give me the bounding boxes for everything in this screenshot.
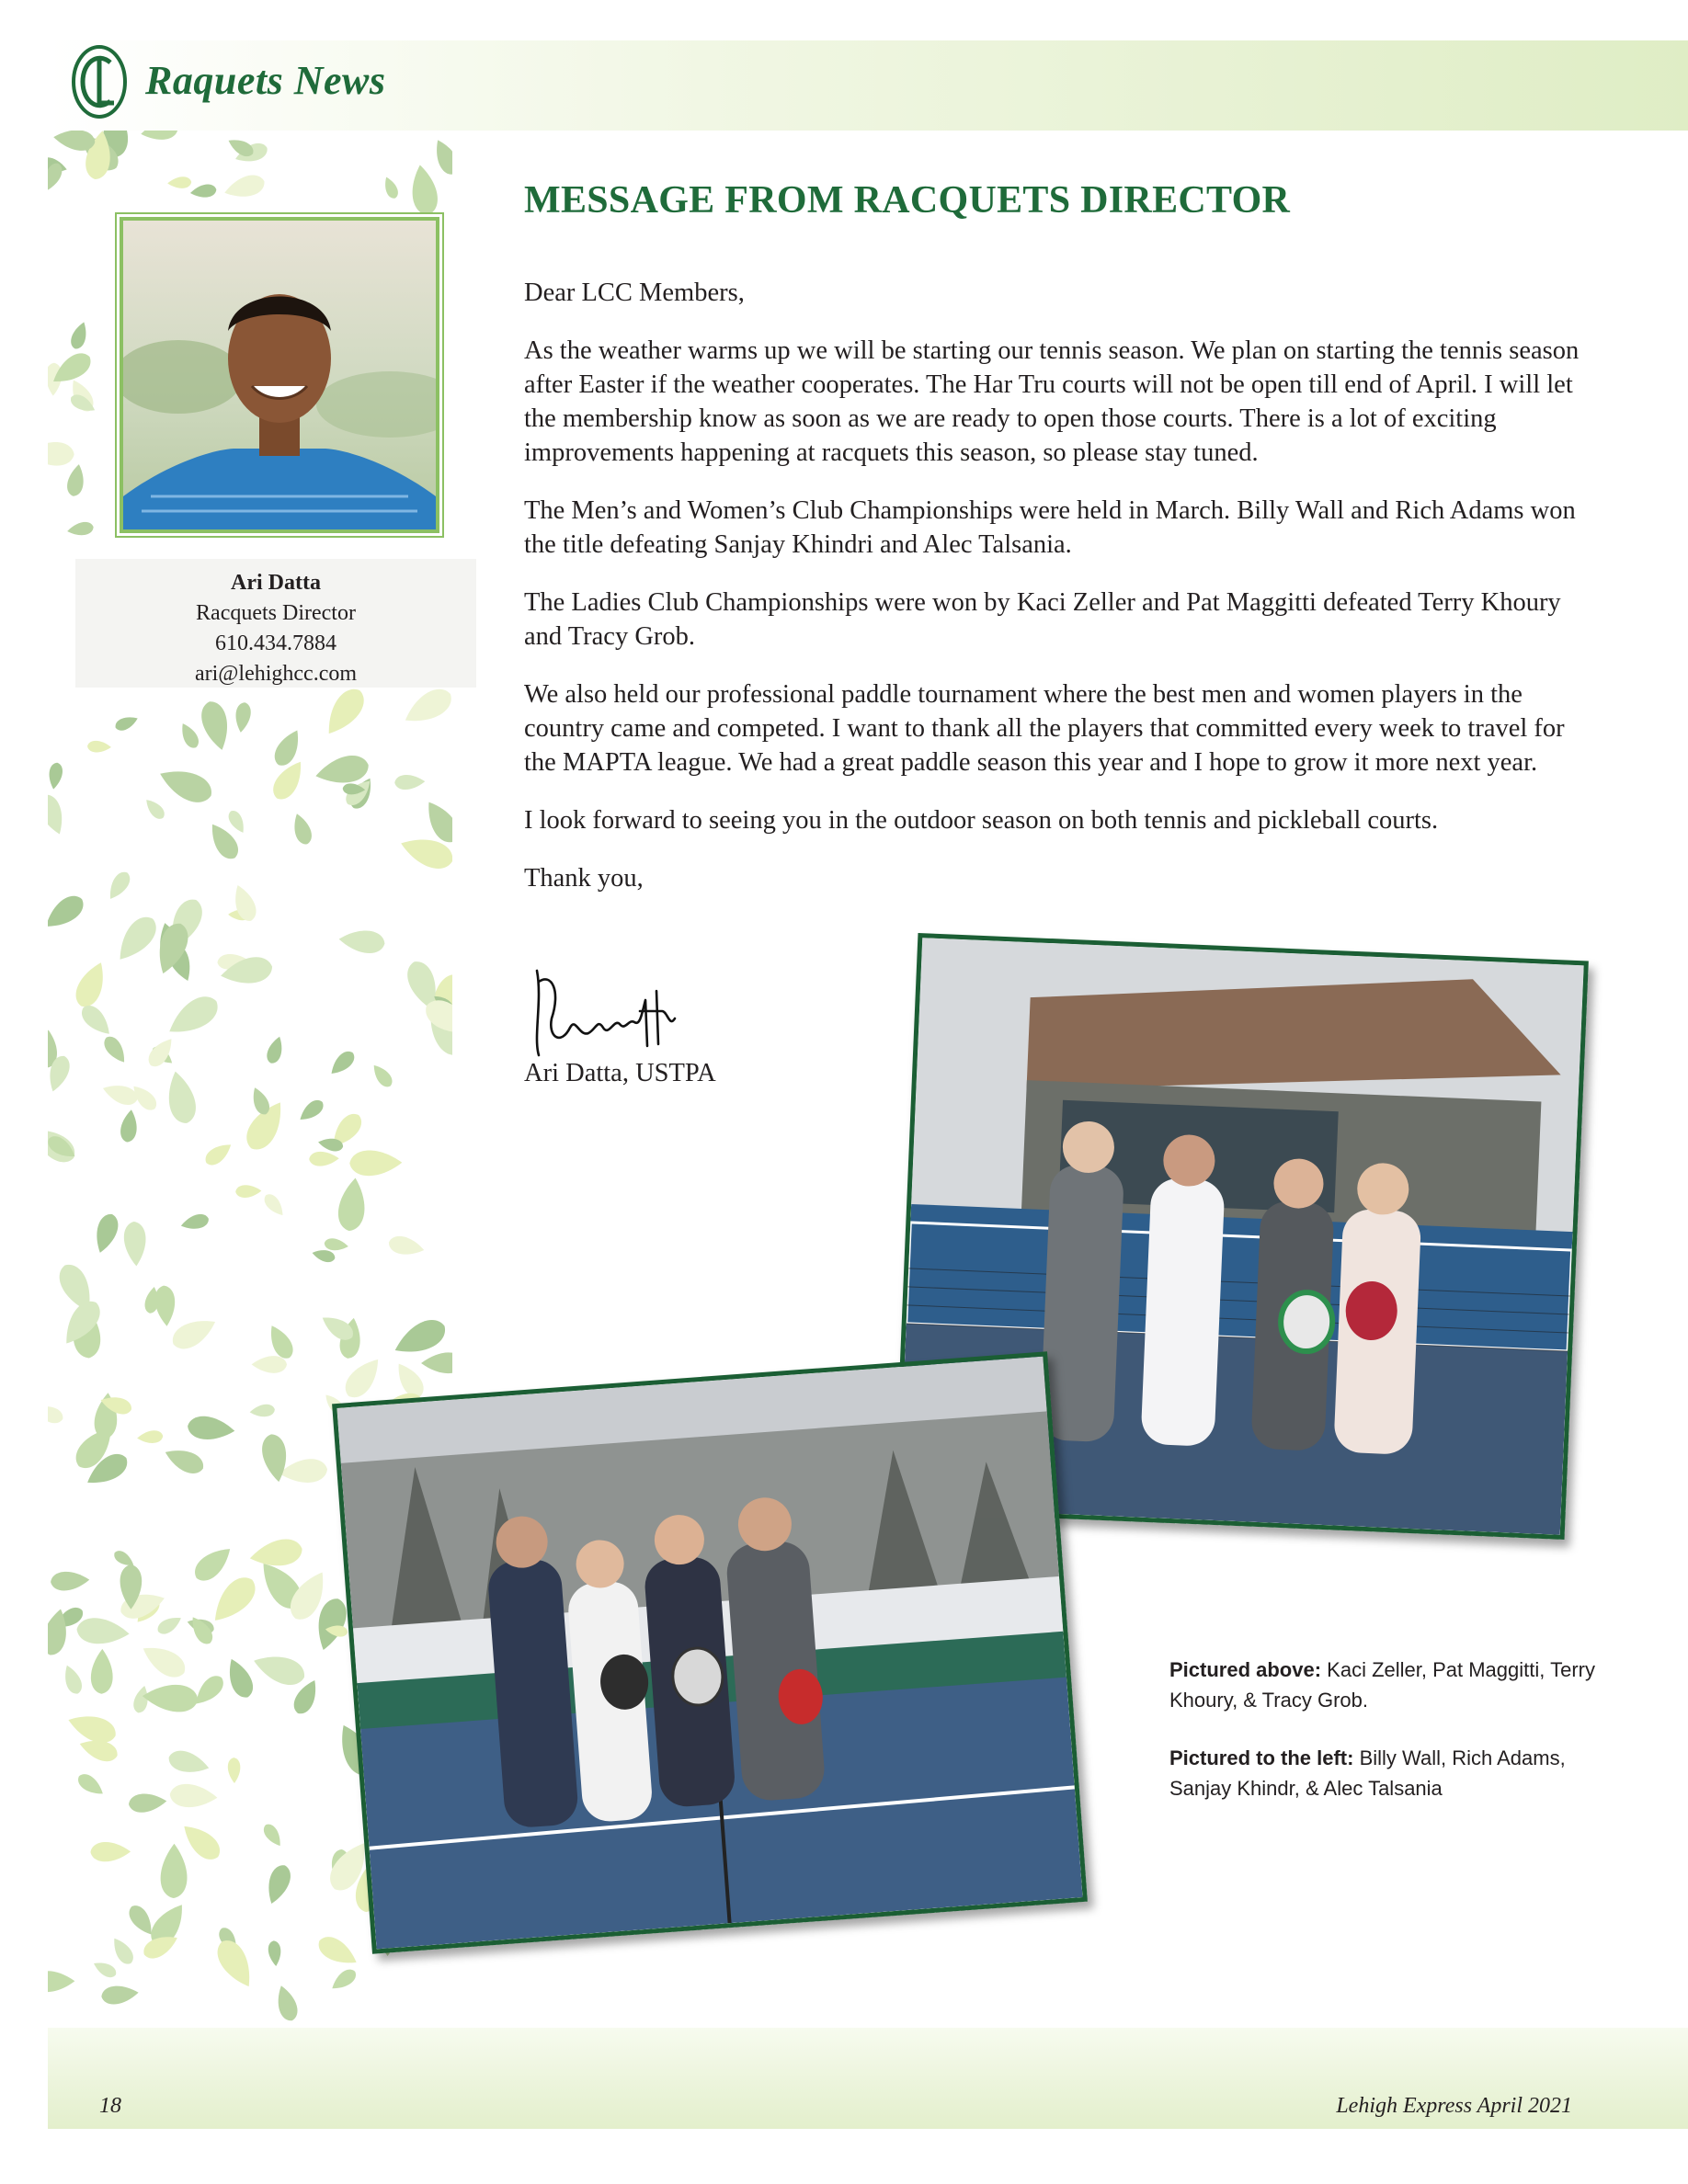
leaf-shape (48, 891, 88, 936)
leaf-shape (318, 683, 371, 741)
leaf-shape (326, 1048, 358, 1079)
caption-above (1169, 1655, 1611, 1715)
leaf-shape (252, 1356, 288, 1373)
leaf-shape (161, 1443, 207, 1478)
leaf-shape (91, 1649, 114, 1694)
caption-left-label: Pictured to the left: (1169, 1746, 1354, 1769)
letter-paragraph: Dear LCC Members, (524, 279, 745, 307)
leaf-shape (74, 1770, 107, 1800)
leaf-shape (369, 1062, 395, 1090)
photo-mens-champions (332, 1351, 1088, 1954)
director-portrait (120, 217, 439, 533)
leaf-shape (48, 441, 74, 466)
leaf-shape (48, 791, 69, 838)
leaf-shape (387, 1234, 426, 1258)
leaf-shape (247, 1536, 304, 1571)
director-role: Racquets Director (196, 601, 356, 625)
leaf-shape (205, 1571, 262, 1630)
leaf-shape (140, 131, 179, 143)
leaf-shape (290, 812, 314, 847)
leaf-shape (250, 1648, 309, 1689)
leaf-shape (408, 163, 440, 217)
leaf-shape (48, 762, 63, 791)
page-number: 18 (99, 2094, 121, 2118)
leaf-shape (142, 796, 167, 822)
leaf-shape (261, 1191, 288, 1220)
leaf-shape (177, 721, 201, 751)
leaf-shape (90, 1842, 131, 1862)
leaf-shape (198, 699, 234, 753)
leaf-shape (222, 172, 267, 202)
leaf-shape (91, 1958, 119, 1980)
caption-left (1169, 1743, 1611, 1803)
leaf-shape (166, 1747, 211, 1778)
leaf-shape (142, 1682, 199, 1712)
leaf-shape (309, 1151, 339, 1166)
leaf-shape (421, 1352, 452, 1373)
caption-left-text: Billy Wall, Rich Adams, Sanjay Khindr, & Alec Talsania (1169, 1746, 1566, 1800)
leaf-shape (87, 740, 111, 753)
leaf-shape (169, 1783, 218, 1810)
leaf-shape (120, 1109, 140, 1143)
leaf-shape (60, 1663, 85, 1696)
photo-captions (1169, 1655, 1611, 1831)
leaf-shape (104, 869, 133, 903)
leaf-shape (265, 1034, 286, 1064)
leaf-shape (222, 1655, 257, 1701)
letter-paragraph: As the weather warms up we will be starting our tennis season. We plan on starting the tennis season after Easter if the weather cooperates. The Har Tru courts will not be open till end of April. I will let the membership know as soon as we are ready to open those courts. There is a lot of exciting improvements happening at racquets this season, so please stay tuned. (524, 336, 1580, 467)
director-bio-card (75, 559, 476, 688)
leaf-shape (160, 1844, 188, 1899)
leaf-shape (154, 1612, 184, 1637)
leaf-shape (167, 176, 192, 189)
signature-name: Ari Datta, USTPA (524, 1059, 716, 1087)
leaf-shape (108, 1934, 137, 1967)
leaf-shape (189, 183, 217, 199)
leaf-shape (226, 808, 249, 836)
leaf-shape (324, 1237, 349, 1252)
leaf-shape (260, 1821, 285, 1849)
caption-above-label: Pictured above: (1169, 1658, 1322, 1681)
leaf-shape (249, 1404, 276, 1418)
letter-body (524, 276, 1600, 919)
letter-paragraph: The Ladies Club Championships were won by Kaci Zeller and Pat Maggitti defeated Terry Khoury and Tracy Grob. (524, 588, 1561, 651)
leaf-shape (189, 1541, 237, 1586)
leaf-shape (77, 1001, 116, 1041)
leaf-shape (144, 1034, 177, 1071)
leaf-shape (268, 756, 309, 803)
leaf-shape (65, 463, 86, 498)
leaf-shape (66, 520, 95, 538)
leaf-shape (75, 1616, 131, 1646)
leaf-shape (429, 136, 452, 178)
leaf-shape (349, 1150, 402, 1177)
leaf-shape (177, 1818, 225, 1865)
leaf-shape (262, 1862, 294, 1907)
leaf-shape (71, 958, 111, 1011)
leaf-shape (68, 320, 90, 351)
leaf-shape (337, 928, 385, 955)
leaf-shape (328, 1966, 359, 1994)
director-name: Ari Datta (231, 571, 321, 595)
leaf-shape (296, 1097, 326, 1125)
leaf-shape (235, 1185, 262, 1199)
leaf-shape (273, 1983, 301, 2022)
leaf-shape (382, 175, 401, 200)
leaf-shape (202, 1139, 235, 1169)
leaf-shape (100, 1033, 130, 1066)
leaf-shape (234, 701, 252, 734)
leaf-shape (110, 911, 163, 968)
club-logo-icon (70, 42, 129, 121)
leaf-shape (168, 1312, 221, 1354)
letter-paragraph: Thank you, (524, 864, 644, 893)
caption-above-text: Kaci Zeller, Pat Maggitti, Terry Khoury, & Tracy Grob. (1169, 1658, 1595, 1712)
leaf-shape (228, 1757, 241, 1783)
leaf-shape (128, 1792, 167, 1814)
leaf-shape (137, 1639, 189, 1683)
section-title: Raquets News (145, 58, 386, 103)
leaf-shape (314, 1932, 362, 1972)
publication-title: Lehigh Express April 2021 (1336, 2094, 1572, 2118)
leaf-shape (48, 1401, 65, 1426)
letter-paragraph: The Men’s and Women’s Club Championships were held in March. Billy Wall and Rich Adams won the title defeating Sanjay Khindri and Alec Talsania. (524, 496, 1576, 559)
photo-mens-image (336, 1357, 1082, 1950)
leaf-shape (336, 1177, 369, 1233)
director-phone: 610.434.7884 (215, 631, 336, 655)
leaf-shape (113, 713, 140, 734)
article-heading: MESSAGE FROM RACQUETS DIRECTOR (524, 179, 1291, 222)
leaf-shape (100, 1080, 140, 1109)
leaf-shape (264, 1322, 297, 1362)
portrait-image (123, 221, 436, 529)
letter-paragraph: I look forward to seeing you in the outdoor season on both tennis and pickleball courts. (524, 806, 1439, 835)
leaf-shape (268, 1940, 282, 1967)
leaf-shape (48, 1971, 74, 1992)
leaf-shape (179, 1212, 211, 1233)
leaf-shape (394, 774, 426, 790)
director-email[interactable]: ari@lehighcc.com (194, 662, 358, 686)
leaf-shape (399, 683, 452, 732)
leaf-shape (162, 990, 223, 1043)
letter-paragraph: We also held our professional paddle tournament where the best men and women players in the country came and competed. I want to thank all the players that committed every week to travel for the MAPTA league. We had a great paddle season this year and I hope to grow it more next year. (524, 680, 1565, 777)
leaf-shape (137, 1429, 164, 1444)
leaf-shape (100, 1984, 139, 2006)
leaf-shape (123, 1221, 147, 1267)
leaf-shape (50, 1570, 89, 1591)
leaf-shape (154, 761, 216, 808)
handwritten-signature (524, 963, 686, 1064)
leaf-shape (211, 1935, 260, 1993)
leaf-shape (339, 1352, 387, 1403)
leaf-shape (187, 1415, 236, 1442)
leaf-shape (91, 1211, 122, 1256)
leaf-shape (163, 1069, 200, 1126)
